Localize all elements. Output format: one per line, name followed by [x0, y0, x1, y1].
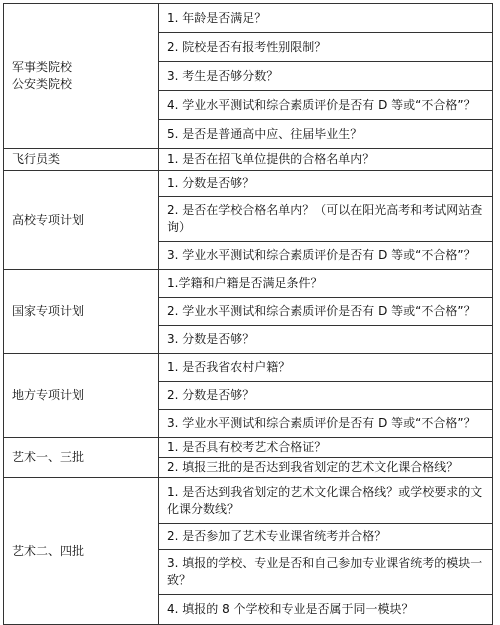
category-cell-local-special-plan — [4, 354, 159, 438]
checklist-item: 1. 分数是否够？ — [159, 171, 493, 197]
category-label: 国家专项计划 — [12, 304, 85, 318]
checklist-item: 2. 填报三批的是否达到我省划定的艺术文化课合格线？ — [159, 458, 493, 478]
category-label: 公安类院校 — [12, 77, 73, 91]
checklist-item: 2. 分数是否够？ — [159, 382, 493, 410]
table-row — [4, 171, 493, 197]
category-label: 艺术二、四批 — [12, 543, 85, 558]
checklist-item: 4. 填报的 8 个学校和专业是否属于同一模块？ — [159, 595, 493, 625]
category-label: 飞行员类 — [12, 152, 61, 166]
checklist-item: 1. 是否在招飞单位提供的合格名单内？ — [159, 149, 493, 171]
checklist-item: 1. 是否达到我省划定的艺术文化课合格线？或学校要求的文化课分数线？ — [159, 478, 493, 524]
checklist-item: 3. 学业水平测试和综合素质评价是否有 D 等或“不合格”？ — [159, 410, 493, 438]
checklist-item: 3. 分数是否够？ — [159, 326, 493, 354]
table-row — [4, 4, 493, 33]
checklist-item: 2. 学业水平测试和综合素质评价是否有 D 等或“不合格”？ — [159, 298, 493, 326]
table-row — [4, 478, 493, 524]
checklist-item: 2. 是否参加了艺术专业课省统考并合格？ — [159, 524, 493, 550]
admission-checklist-table — [3, 3, 493, 625]
table-row — [4, 354, 493, 382]
category-label: 军事类院校 — [12, 60, 73, 74]
checklist-item: 4. 学业水平测试和综合素质评价是否有 D 等或“不合格”？ — [159, 91, 493, 120]
checklist-item: 3. 学业水平测试和综合素质评价是否有 D 等或“不合格”？ — [159, 242, 493, 270]
category-cell-pilot — [4, 149, 159, 171]
checklist-item: 2. 院校是否有报考性别限制？ — [159, 33, 493, 62]
category-cell-art-batch-2-4 — [4, 478, 159, 625]
category-label: 地方专项计划 — [12, 388, 85, 402]
category-cell-art-batch-1-3 — [4, 438, 159, 478]
category-label: 高校专项计划 — [12, 212, 85, 227]
category-cell-national-special-plan — [4, 270, 159, 354]
checklist-item: 1. 是否我省农村户籍？ — [159, 354, 493, 382]
checklist-item: 3. 填报的学校、专业是否和自己参加专业课省统考的模块一致？ — [159, 550, 493, 595]
category-cell-military-police — [4, 4, 159, 149]
category-cell-university-special-plan — [4, 171, 159, 270]
table-row — [4, 270, 493, 298]
checklist-item: 1. 年龄是否满足？ — [159, 4, 493, 33]
checklist-item: 5. 是否是普通高中应、往届毕业生？ — [159, 120, 493, 149]
table-row — [4, 438, 493, 458]
checklist-item: 2. 是否在学校合格名单内？（可以在阳光高考和考试网站查询） — [159, 197, 493, 242]
checklist-item: 1. 是否具有校考艺术合格证？ — [159, 438, 493, 458]
checklist-item: 3. 考生是否够分数？ — [159, 62, 493, 91]
checklist-item: 1.学籍和户籍是否满足条件？ — [159, 270, 493, 298]
category-label: 艺术一、三批 — [12, 450, 85, 464]
table-row — [4, 149, 493, 171]
